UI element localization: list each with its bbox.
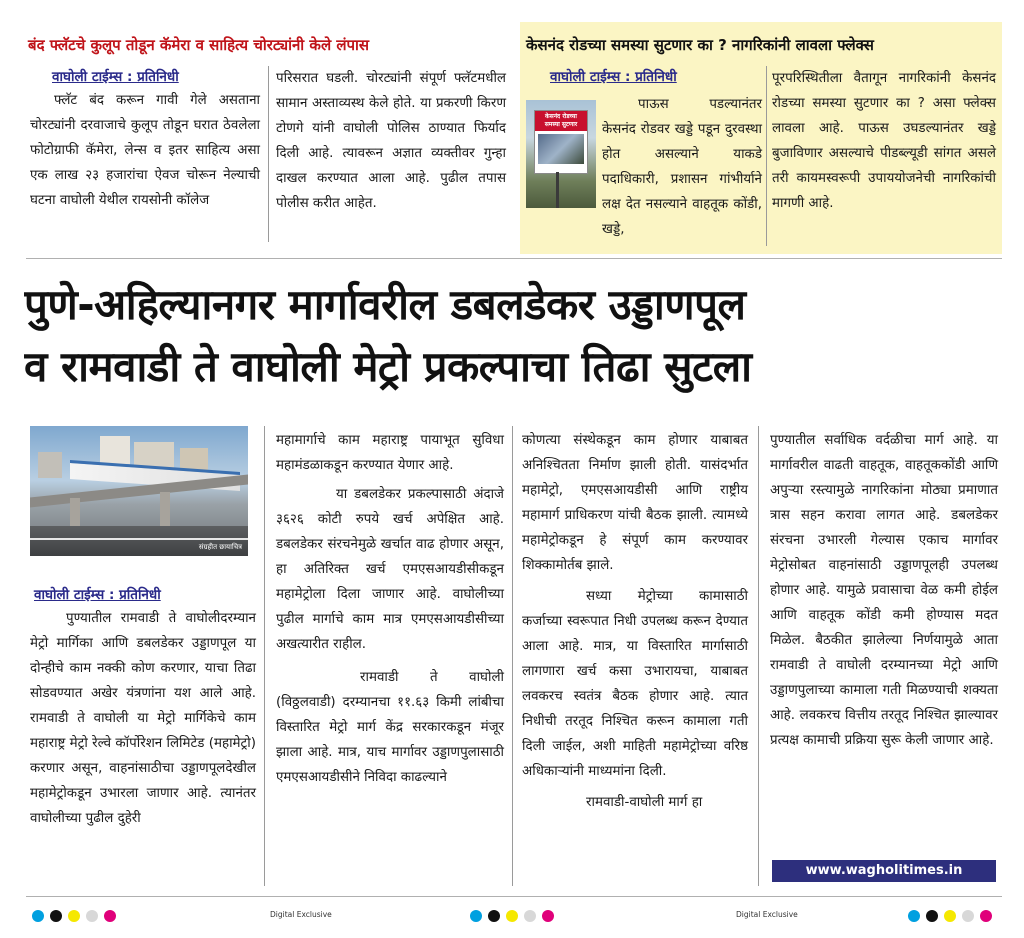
article-text: फ्लॅट बंद करून गावी गेले असताना चोरट्यांनी दरवाजाचे कुलूप तोडून घरात ठेवलेला फोटोग्राफी कॅमेरा, लेन्स व इतर साहित्य असा एक लाख २३ हजारांचा ऐवज चोरून नेल्याची घटना वाघोली येथील रायसोनी कॉलेज xyxy=(30,93,260,208)
registration-dot-magenta xyxy=(104,910,116,922)
road-marking xyxy=(30,538,248,540)
article-text: कोणत्या संस्थेकडून काम होणार याबाबत अनिश्चितता निर्माण झाली होती. यासंदर्भात महामेट्रो, एमएसआयडीसी आणि राष्ट्रीय महामार्ग प्राधिकरण यांची बैठक झाली. त्यामध्ये महामेट्रोकडून हे संपूर्ण काम करण्यावर शिक्कामोर्तब झाले. xyxy=(522,433,748,573)
flex-banner xyxy=(534,110,588,174)
article-text: या डबलडेकर प्रकल्पासाठी अंदाजे ३६२६ कोटी रुपये खर्च अपेक्षित आहे. डबलडेकर संरचनेमुळे खर्चात वाढ होणार असून, हा अतिरिक्त खर्च एमएसआयडीसीकडून महामेट्रोला दिला जाणार आहे. वाघोलीच्या पुढील मार्गाचे काम मात्र एमएसआयडीसीच्या अखत्यारीत राहील. xyxy=(276,487,504,652)
registration-dot-magenta xyxy=(980,910,992,922)
main-column-2 xyxy=(276,428,504,790)
article-text: परिसरात घडली. चोरट्यांनी संपूर्ण फ्लॅटमधील सामान अस्ताव्यस्थ केले होते. या प्रकरणी किरण टोणगे यांनी वाघोली पोलिस ठाण्यात फिर्याद दिली आहे. त्यावरून अज्ञात व्यक्तीवर गुन्हा दाखल करण्यात आला आहे. पुढील तपास पोलीस करीत आहेत. xyxy=(276,71,506,211)
column-divider xyxy=(766,66,767,246)
registration-dot-cyan xyxy=(908,910,920,922)
registration-dot-magenta xyxy=(542,910,554,922)
flex-pole xyxy=(556,172,559,208)
registration-dot-yellow xyxy=(506,910,518,922)
page-bottom-rule xyxy=(26,896,1002,897)
column-divider xyxy=(758,426,759,886)
article-text: पाऊस पडल्यानंतर केसनंद रोडवर खड्डे पडून दुरवस्था होत असल्याने याकडे पदाधिकारी, प्रशासन गांभीर्याने लक्ष देत नसल्याने वाहतूक कोंडी, खड्डे, xyxy=(602,97,762,237)
article-text: महामार्गाचे काम महाराष्ट्र पायाभूत सुविधा महामंडळाकडून करण्यात येणार आहे. xyxy=(276,433,504,473)
flex-banner-picture xyxy=(538,134,584,164)
article-text: पूरपरिस्थितीला वैतागून नागरिकांनी केसनंद रोडच्या समस्या सुटणार का ? असा फ्लेक्स लावला आहे. पाऊस उघडल्यानंतर खड्डे बुजाविणार असल्याचे पीडब्ल्यूडी सांगत असले तरी कायमस्वरूपी उपाययोजनेची नागरिकांची मागणी आहे. xyxy=(772,71,996,211)
main-headline-line-1: पुणे-अहिल्यानगर मार्गावरील डबलडेकर उड्डाणपूल xyxy=(24,280,746,329)
registration-dot-black xyxy=(488,910,500,922)
article-text: पुण्यातील सर्वाधिक वर्दळीचा मार्ग आहे. या मार्गावरील वाढती वाहतूक, वाहतूककोंडी आणि अपुऱ्या रस्त्यामुळे नागरिकांना मोठ्या प्रमाणात त्रास सहन करावा लागत आहे. डबलडेकर संरचना उभारली गेल्यास एकाच मार्गावर मेट्रोसोबत वाहनांसाठी उड्डाणपूलही उपलब्ध होणार आहे. यामुळे प्रवासाचा वेळ कमी होईल आणि वाहतूक कोंडी कमी होण्यास मदत मिळेल. बैठकीत झालेल्या निर्णयामुळे आता रामवाडी ते वाघोली दरम्यानच्या मेट्रो आणि उड्डाणपुलाच्या कामाला गती मिळण्याची शक्यता आहे. लवकरच वित्तीय तरतूद निश्चित झाल्यावर प्रत्यक्ष कामाची प्रक्रिया सुरू केली जाणार आहे. xyxy=(770,433,998,748)
main-column-3 xyxy=(522,428,748,815)
top-left-column-2 xyxy=(276,66,506,216)
footer-label-left: Digital Exclusive xyxy=(270,910,332,919)
column-divider xyxy=(512,426,513,886)
footer-label-right: Digital Exclusive xyxy=(736,910,798,919)
registration-dot-gray xyxy=(524,910,536,922)
flex-banner-text: केसनंद रोडच्या समस्या सुटणार xyxy=(535,111,587,131)
section-divider xyxy=(26,258,1002,259)
website-link[interactable]: www.wagholitimes.in xyxy=(805,863,963,878)
website-banner[interactable] xyxy=(772,860,996,882)
registration-dot-cyan xyxy=(32,910,44,922)
byline: वाघोली टाईम्स : प्रतिनिधी xyxy=(52,69,179,85)
registration-dot-yellow xyxy=(944,910,956,922)
registration-dot-yellow xyxy=(68,910,80,922)
registration-dot-gray xyxy=(962,910,974,922)
top-right-headline: केसनंद रोडच्या समस्या सुटणार का ? नागरिकांनी लावला फ्लेक्स xyxy=(526,36,874,54)
photo-credit: संग्रहीत छायाचित्र xyxy=(198,543,242,551)
article-text: रामवाडी ते वाघोली (विठ्ठलवाडी) दरम्यानचा ११.६३ किमी लांबीचा विस्तारित मेट्रो मार्ग केंद्र सरकारकडून मंजूर झाला आहे. मात्र, याच मार्गावर उड्डाणपुलासाठी एमएसआयडीसीने निविदा काढल्याने xyxy=(276,670,504,785)
building xyxy=(38,452,62,478)
column-divider xyxy=(268,66,269,242)
top-left-headline: बंद फ्लॅटचे कुलूप तोडून कॅमेरा व साहित्य चोरट्यांनी केले लंपास xyxy=(28,36,370,54)
main-headline-line-2: व रामवाडी ते वाघोली मेट्रो प्रकल्पाचा तिढा सुटला xyxy=(24,342,752,391)
byline: वाघोली टाईम्स : प्रतिनिधी xyxy=(34,587,161,603)
registration-dot-black xyxy=(50,910,62,922)
article-text: रामवाडी-वाघोली मार्ग हा xyxy=(586,795,703,810)
byline: वाघोली टाईम्स : प्रतिनिधी xyxy=(550,69,677,85)
registration-dot-cyan xyxy=(470,910,482,922)
top-right-story-box xyxy=(520,22,1002,254)
flex-banner-photo xyxy=(526,100,596,208)
article-text: सध्या मेट्रोच्या कामासाठी कर्जाच्या स्वरूपात निधी उपलब्ध करून देण्यात आला आहे. मात्र, या विस्तारित मार्गासाठी लागणारा खर्च कसा उभारायचा, याबाबत लवकरच स्वतंत्र बैठक होणार आहे. त्यात निधीची तरतूद निश्चित करून कामाला गती दिली जाईल, अशी माहिती महामेट्रोच्या वरिष्ठ अधिकाऱ्यांनी माध्यमांना दिली. xyxy=(522,589,748,779)
main-column-4 xyxy=(770,428,998,753)
registration-dot-black xyxy=(926,910,938,922)
column-divider xyxy=(264,426,265,886)
top-right-column-1 xyxy=(602,92,762,242)
article-text: पुण्यातील रामवाडी ते वाघोलीदरम्यान मेट्रो मार्गिका आणि डबलडेकर उड्डाणपूल या दोन्हीचे काम नक्की कोण करणार, याचा तिढा सोडवण्यात अखेर यंत्रणांना यश आले आहे. रामवाडी ते वाघोली या मेट्रो मार्गिकेचे काम महाराष्ट्र मेट्रो रेल्वे कॉर्पोरेशन लिमिटेड (महामेट्रो) करणार असून, वाहनांसाठीचा उड्डाणपूलदेखील महामेट्रोकडून उभारला जाणार आहे. त्यानंतर वाघोलीच्या पुढील दुहेरी xyxy=(30,611,256,826)
top-right-column-2 xyxy=(772,66,996,216)
metro-photo xyxy=(30,426,248,556)
top-left-column-1 xyxy=(30,66,260,213)
registration-dot-gray xyxy=(86,910,98,922)
main-column-1 xyxy=(30,584,256,831)
